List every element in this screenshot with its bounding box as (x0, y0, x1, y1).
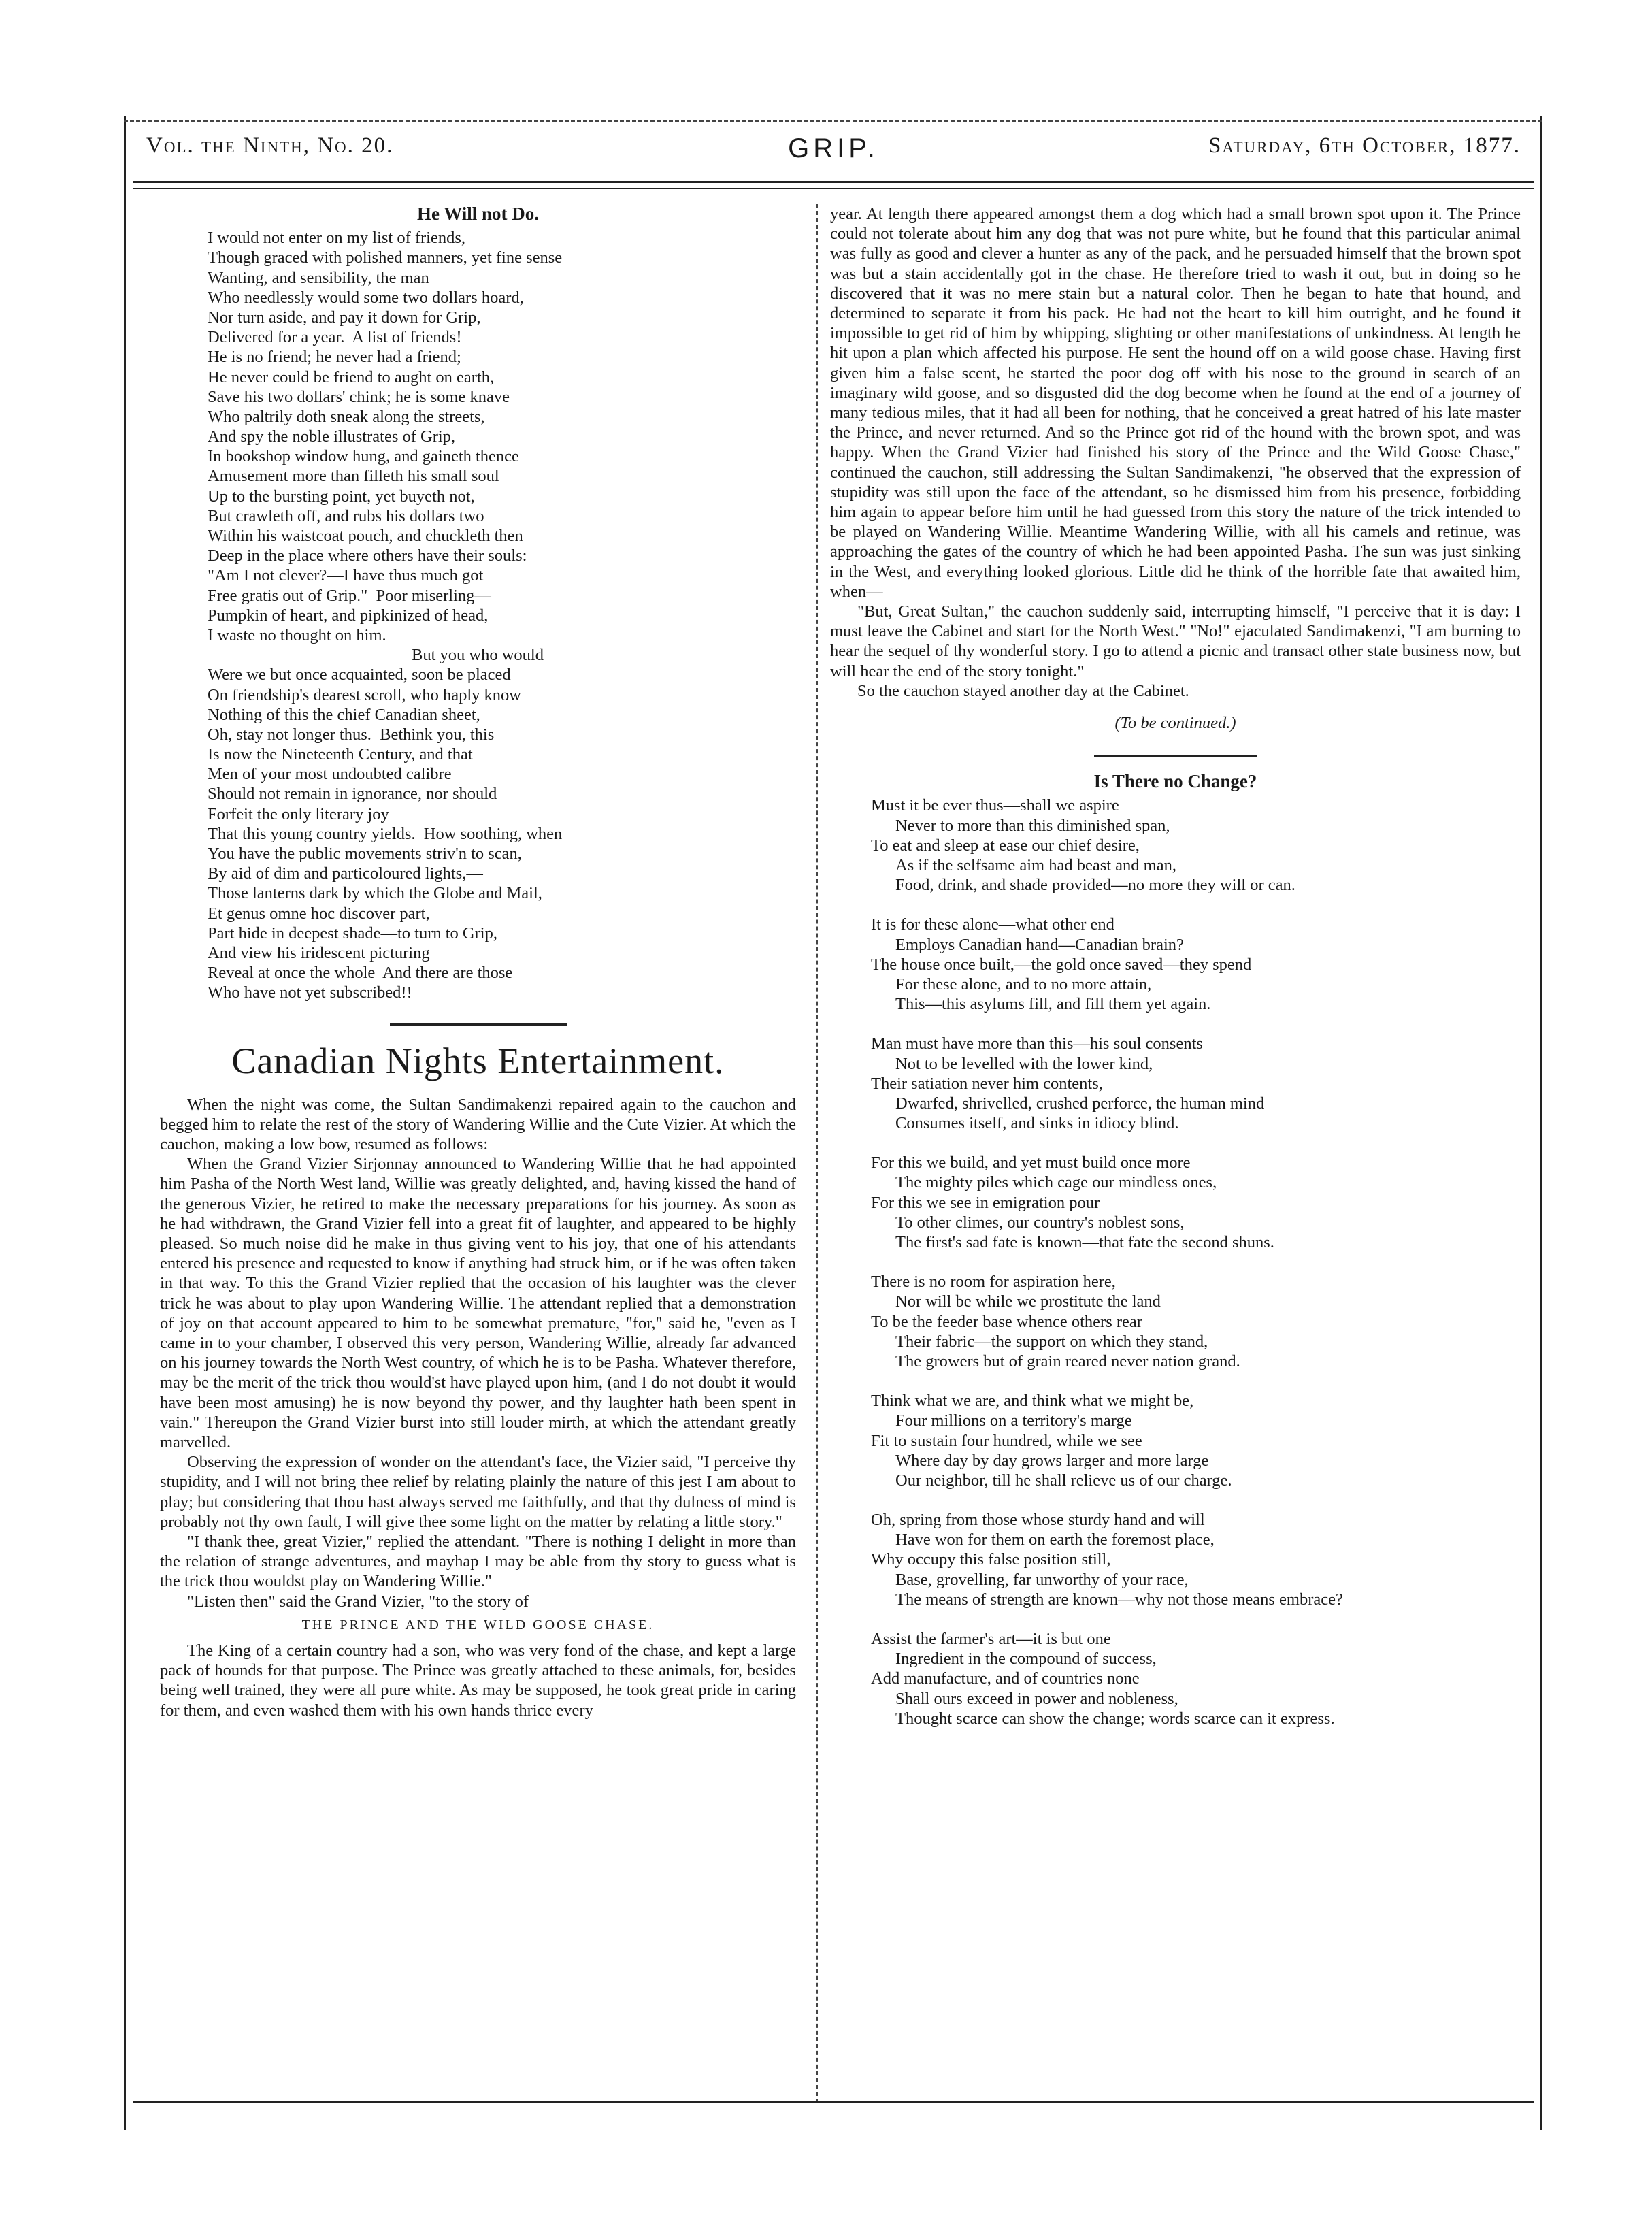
poem-line: The growers but of grain reared never nation grand. (895, 1351, 1240, 1371)
story-subhead: THE PRINCE AND THE WILD GOOSE CHASE. (301, 1617, 655, 1632)
article-paragraph: "I thank thee, great Vizier," replied the attendant. "There is nothing I delight in more than the relation of strange adventures, and mayhap I may be able from thy story to guess what is the trick thou wouldst play on Wandering Willie." (160, 1532, 796, 1591)
poem-line: Forfeit the only literary joy (208, 804, 389, 823)
poem-stanza (871, 795, 1521, 895)
poem-stanza (871, 1153, 1521, 1252)
poem-line: Add manufacture, and of countries none (871, 1669, 1140, 1688)
poem-line: The first's sad fate is known—that fate the second shuns. (895, 1233, 1274, 1252)
article-paragraph: So the cauchon stayed another day at the Cabinet. (857, 681, 1189, 700)
poem-line: Wanting, and sensibility, the man (208, 268, 429, 287)
poem-line: Up to the bursting point, yet buyeth not, (208, 487, 475, 506)
publication-title: GRIP. (788, 133, 879, 163)
poem-line: Thought scarce can show the change; words scarce can it express. (895, 1709, 1335, 1728)
poem-line: That this young country yields. How soothing, when (208, 824, 563, 843)
poem-line: Amusement more than filleth his small soul (208, 467, 499, 486)
poem-line: Oh, stay not longer thus. Bethink you, this (208, 725, 495, 744)
poem-line: Must it be ever thus—shall we aspire (871, 796, 1119, 815)
poem-line: Who paltrily doth sneak along the streets, (208, 407, 485, 426)
section-divider (390, 1023, 567, 1026)
poem-line: It is for these alone—what other end (871, 915, 1114, 934)
poem-line: Never to more than this diminished span, (895, 816, 1170, 835)
poem-line: Who have not yet subscribed!! (208, 983, 412, 1002)
poem-line: Four millions on a territory's marge (895, 1411, 1132, 1430)
poem-line: Why occupy this false position still, (871, 1550, 1111, 1569)
poem-line: Our neighbor, till he shall relieve us of our charge. (895, 1471, 1232, 1490)
poem-line: Were we but once acquainted, soon be placed (208, 666, 511, 685)
poem-line: Should not remain in ignorance, nor should (208, 785, 497, 804)
poem-line: Fit to sustain four hundred, while we see (871, 1431, 1142, 1450)
poem-line: Who needlessly would some two dollars hoard, (208, 288, 524, 307)
poem-line: Man must have more than this—his soul consents (871, 1034, 1203, 1053)
issue-date: Saturday, 6th October, 1877. (1208, 133, 1521, 158)
article-paragraph: When the Grand Vizier Sirjonnay announced to Wandering Willie that he had appointed him Pasha of the North West land, Willie was greatly delighted, and, having kissed the hand of the generous Vizier, he retired to make the necessary preparations for his journey. As soon as he had withdrawn, the Grand Vizier fell into a great fit of laughter, and appeared to be highly pleased. So much noise did he make in thus giving vent to his joy, that one of his attendants entered his presence and requested to know if anything had struck him, or if he was often taken in that way. To this the Grand Vizier replied that the occasion of his laughter was the clever trick he was about to play upon Wandering Willie. The attendant replied that a demonstration of joy on that account appeared to him to be somewhat premature, "for," said he, "even as I came in to your chamber, I observed this very person, Wandering Willie, already far advanced on his journey towards the North West country, of which he is to be Pasha. Whatever therefore, may be the merit of the trick thou would'st have played upon him, (and I do not doubt it would have been most amusing) he is now beyond thy power, and thy laughter hath been spent in vain." Thereupon the Grand Vizier burst into still louder mirth, at which the attendant greatly marvelled. (160, 1155, 796, 1451)
poem-line: Nor turn aside, and pay it down for Grip, (208, 308, 481, 327)
poem-line: Nor will be while we prostitute the land (895, 1292, 1161, 1311)
poem-line: Their fabric—the support on which they stand, (895, 1332, 1208, 1351)
poem-line: Et genus omne hoc discover part, (208, 904, 430, 923)
poem-line: He never could be friend to aught on earth, (208, 367, 495, 387)
poem-is-there-no-change (830, 795, 1521, 1728)
poem-line: Reveal at once the whole And there are those (208, 964, 513, 983)
poem-line: Have won for them on earth the foremost place, (895, 1530, 1215, 1549)
poem-he-will-not-do (160, 228, 796, 1002)
masthead-rule-top (133, 181, 1534, 183)
poem-line: Food, drink, and shade provided—no more they will or can. (895, 876, 1295, 895)
poem-line: Consumes itself, and sinks in idiocy blind. (895, 1114, 1179, 1133)
poem-line: And view his iridescent picturing (208, 943, 430, 962)
masthead-rule-bottom (133, 188, 1534, 189)
column-separator (816, 204, 818, 2103)
poem-line: To eat and sleep at ease our chief desire, (871, 836, 1140, 855)
poem-line: There is no room for aspiration here, (871, 1273, 1116, 1292)
poem-line: The house once built,—the gold once saved—they spend (871, 955, 1252, 974)
poem-line: He is no friend; he never had a friend; (208, 348, 461, 367)
poem-title: He Will not Do. (416, 203, 540, 224)
poem-line: For this we build, and yet must build once more (871, 1153, 1191, 1172)
section-divider (1094, 755, 1257, 757)
poem-line: Ingredient in the compound of success, (895, 1650, 1157, 1669)
poem-line: I would not enter on my list of friends, (208, 229, 466, 248)
poem-line: Dwarfed, shrivelled, crushed perforce, the human mind (895, 1094, 1265, 1113)
poem-title: Is There no Change? (1093, 771, 1257, 792)
poem-stanza (871, 1391, 1521, 1490)
poem-line: I waste no thought on him. (208, 625, 386, 644)
poem-line: To other climes, our country's noblest sons, (895, 1213, 1185, 1232)
poem-line: Employs Canadian hand—Canadian brain? (895, 935, 1184, 954)
masthead (133, 133, 1534, 174)
poem-line: For this we see in emigration pour (871, 1193, 1100, 1212)
poem-line: Within his waistcoat pouch, and chuckleth then (208, 527, 523, 546)
poem-stanza (871, 915, 1521, 1014)
right-column (830, 204, 1521, 1748)
poem-stanza (871, 1629, 1521, 1728)
poem-line: Those lanterns dark by which the Globe and Mail, (208, 884, 542, 903)
poem-line: Base, grovelling, far unworthy of your race, (895, 1570, 1189, 1589)
poem-line: For these alone, and to no more attain, (895, 974, 1152, 994)
poem-line: Free gratis out of Grip." Poor miserling— (208, 586, 491, 605)
top-dashed-rule (124, 120, 1542, 122)
poem-line: Oh, spring from those whose sturdy hand and will (871, 1511, 1205, 1530)
poem-line: But crawleth off, and rubs his dollars two (208, 506, 484, 525)
article-paragraph: "Listen then" said the Grand Vizier, "to the story of (187, 1592, 529, 1611)
poem-line: The means of strength are known—why not those means embrace? (895, 1590, 1343, 1609)
poem-line: In bookshop window hung, and gaineth thence (208, 447, 519, 466)
poem-line: Men of your most undoubted calibre (208, 765, 452, 784)
article-paragraph: Observing the expression of wonder on the attendant's face, the Vizier said, "I perceive thy stupidity, and I will not bring thee relief by relating plainly the nature of this jest I am about to play; but considering that thou hast always served me faithfully, and that thy dulness of mind is probably not thy own fault, I will give thee some light on the matter by relating a little story." (160, 1453, 796, 1531)
poem-line: As if the selfsame aim had beast and man, (895, 856, 1176, 875)
poem-line: But you who would (412, 646, 544, 665)
poem-stanza (871, 1272, 1521, 1371)
poem-line: Delivered for a year. A list of friends! (208, 328, 462, 347)
poem-line: Is now the Nineteenth Century, and that (208, 745, 473, 764)
poem-line: Assist the farmer's art—it is but one (871, 1630, 1111, 1649)
poem-line: The mighty piles which cage our mindless ones, (895, 1173, 1217, 1192)
poem-stanza (871, 1034, 1521, 1133)
to-be-continued: (To be continued.) (1114, 714, 1236, 733)
poem-line: By aid of dim and particoloured lights,— (208, 864, 483, 883)
article-paragraph: year. At length there appeared amongst them a dog which had a small brown spot upon it. The Prince could not tolerate about him any dog that was not pure white, but he found that this particular animal was fully as good and clever a hunter as any of the pack, and he persuaded himself that the brown spot was but a stain accidentally got in the chase. He therefore tried to wash it out, but in doing so he discovered that it was no mere stain but a natural color. Then he began to hate that hound, and determined to separate it from his pack. He had not the heart to kill him outright, and he found it impossible to get rid of him by whipping, slighting or other manifestations of unkindness. At length he hit upon a plan which affected his purpose. He sent the hound off on a wild goose chase. Having first given him a false scent, he started the poor dog off with his nose to the ground in search of an imaginary wild goose, and so disgusted did the dog become when he found at the end of a journey of many tedious miles, that it had all been for nothing, that he conceived a great hatred of his late master the Prince, and never returned. And so the Prince got rid of the hound with the brown spot, and was happy. When the Grand Vizier had finished his story of the Prince and the Wild Goose Chase," continued the cauchon, still addressing the Sultan Sandimakenzi, "he observed that the expression of stupidity was still upon the face of the attendant, so he dismissed him from his presence, forbidding him again to appear before him until he had guessed from this story the nature of the trick intended to be played on Wandering Willie. Meantime Wandering Willie, with all his camels and retinue, was approaching the gates of the country of which he had been appointed Pasha. The sun was just sinking in the West, and everything looked glorious. Little did he think of the horrible fate that awaited him, when— (830, 205, 1521, 601)
poem-line: To be the feeder base whence others rear (871, 1312, 1142, 1331)
poem-line: Not to be levelled with the lower kind, (895, 1054, 1153, 1073)
poem-line: Their satiation never him contents, (871, 1074, 1103, 1093)
poem-line: Part hide in deepest shade—to turn to Grip, (208, 923, 497, 942)
poem-line: Though graced with polished manners, yet fine sense (208, 248, 563, 267)
poem-stanza (871, 1510, 1521, 1609)
poem-line: You have the public movements striv'n to scan, (208, 844, 522, 864)
poem-line: This—this asylums fill, and fill them yet again. (895, 995, 1211, 1014)
poem-line: Where day by day grows larger and more large (895, 1451, 1209, 1470)
poem-line: Pumpkin of heart, and pipkinized of head, (208, 606, 489, 625)
poem-line: Nothing of this the chief Canadian sheet, (208, 705, 480, 724)
poem-line: Think what we are, and think what we might be, (871, 1392, 1194, 1411)
poem-line: Save his two dollars' chink; he is some knave (208, 387, 510, 406)
poem-line: Deep in the place where others have their souls: (208, 546, 527, 565)
poem-line: On friendship's dearest scroll, who haply know (208, 685, 521, 704)
poem-line: And spy the noble illustrates of Grip, (208, 427, 456, 446)
section-title: Canadian Nights Entertainment. (231, 1040, 725, 1081)
poem-line: "Am I not clever?—I have thus much got (208, 566, 484, 585)
article-paragraph: "But, Great Sultan," the cauchon suddenly said, interrupting himself, "I perceive that it is day: I must leave the Cabinet and start for the North West." "No!" ejaculated Sandimakenzi, "I am burning to hear the sequel of thy wonderful story. I go to attend a picnic and transact other state business now, but will hear the end of the story tonight." (830, 602, 1521, 680)
poem-line: Shall ours exceed in power and nobleness, (895, 1689, 1178, 1708)
article-paragraph: When the night was come, the Sultan Sandimakenzi repaired again to the cauchon and begged him to relate the rest of the story of Wandering Willie and the Cute Vizier. At which the cauchon, making a low bow, resumed as follows: (160, 1095, 796, 1153)
bottom-rule (133, 2101, 1534, 2103)
left-column (160, 204, 796, 1720)
article-paragraph: The King of a certain country had a son, who was very fond of the chase, and kept a large pack of hounds for that purpose. The Prince was greatly attached to these animals, for, besides being well trained, they were all pure white. As may be supposed, he took great pride in caring for them, and even washed them with his own hands thrice every (160, 1641, 796, 1720)
volume-number: Vol. the Ninth, No. 20. (146, 133, 394, 158)
